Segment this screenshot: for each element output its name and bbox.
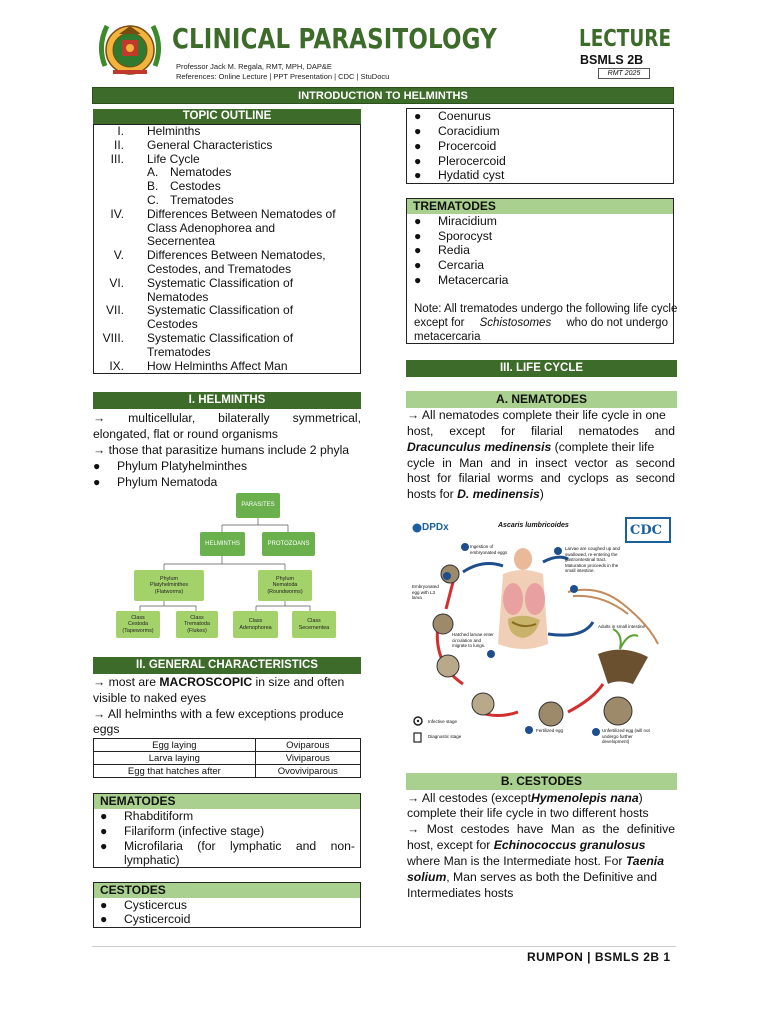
eggs-line-cont: eggs <box>93 722 120 736</box>
table-cell: Viviparous <box>255 752 360 765</box>
node-line: Cestoda <box>127 621 149 628</box>
outline-num: VI. <box>109 275 124 290</box>
schistosomes-italic: Schistosomes <box>479 317 552 329</box>
outline-item-cont: Class Adenophorea and <box>147 220 276 235</box>
node-line: (Flatworms) <box>154 588 184 595</box>
outline-sub-num: B. <box>147 179 159 194</box>
outline-item: Trematodes <box>170 193 234 207</box>
text: ) <box>539 487 544 501</box>
list-text: Cysticercus <box>124 898 187 912</box>
outline-num: IX. <box>109 358 124 373</box>
macroscopic-line <box>93 675 368 691</box>
text: where Man is the Intermediate host. For <box>407 854 626 868</box>
trematodes-note-cont <box>414 316 668 330</box>
stage-legend-icons <box>412 716 424 744</box>
outline-item: Systematic Classification of <box>147 303 294 318</box>
list-text: Sporocyst <box>438 229 493 243</box>
outline-item-cont: Secernentea <box>147 234 216 249</box>
phylum-nematoda: Phylum Nematoda <box>117 475 218 489</box>
nematodes-line <box>407 487 675 503</box>
d-medinensis-italic: D. medinensis <box>457 487 540 501</box>
outline-sub-num: A. <box>147 165 159 180</box>
outline-item: How Helminths Affect Man <box>147 358 288 373</box>
outline-item-cont: Cestodes <box>147 317 198 332</box>
label-embryonated-egg: Embryonated egg with L3 larva <box>412 584 439 600</box>
references-line: References: Online Lecture | PPT Presentation | CDC | StuDocu <box>176 72 390 81</box>
node-line: Class <box>131 614 145 621</box>
list-text: Cysticercoid <box>124 912 191 926</box>
nematodes-line: → All nematodes complete their life cycle in one <box>407 408 666 422</box>
list-text: Hydatid cyst <box>438 168 505 182</box>
outline-item: Differences Between Nematodes, <box>147 248 326 263</box>
table-row <box>94 765 361 778</box>
outline-item: Differences Between Nematodes of <box>147 206 336 221</box>
table-cell: Egg that hatches after <box>94 765 256 778</box>
outline-num: V. <box>113 248 124 263</box>
node-platyhelminthes <box>134 570 204 601</box>
trematodes-note: Note: All trematodes undergo the following life cycle <box>414 303 678 315</box>
cdc-logo: CDC <box>630 523 662 538</box>
echinococcus-italic: Echinococcus granulosus <box>493 838 646 852</box>
label-larvae-coughed: Larvae are coughed up and swallowed, re-entering the gastrointestinal tract. Maturation proceeds in the small intestine. <box>565 546 621 573</box>
list-text: Coracidium <box>438 124 500 138</box>
life-cycle-illustration <box>408 514 676 750</box>
topic-outline-box <box>93 124 361 374</box>
nematodes-line: cycle in Man and in insect vector as second <box>407 456 675 470</box>
outline-item: Systematic Classification of <box>147 275 294 290</box>
table-cell: Egg laying <box>94 739 256 752</box>
helminths-paragraph-cont: elongated, flat or round organisms <box>93 427 278 441</box>
text: → most are <box>93 675 160 689</box>
node-line: Adenophorea <box>239 624 272 631</box>
table-row <box>94 739 361 752</box>
node-class-secernentea <box>292 611 336 638</box>
macroscopic-bold: MACROSCOPIC <box>159 675 253 689</box>
list-text: Rhabditiform <box>124 809 194 823</box>
node-nematoda <box>258 570 312 601</box>
outline-item: Systematic Classification of <box>147 331 294 345</box>
table-cell: Oviparous <box>255 739 360 752</box>
university-seal-logo <box>95 16 165 80</box>
node-class-trematoda <box>176 611 218 638</box>
topic-outline-title: TOPIC OUTLINE <box>93 109 361 124</box>
table-cell: Larva laying <box>94 752 256 765</box>
eggs-line: → All helminths with a few exceptions produce <box>93 707 344 721</box>
list-text: Redia <box>438 243 470 257</box>
figure-species-title: Ascaris lumbricoides <box>498 522 569 529</box>
nematodes-line: host for filarial worms and cyclops as second <box>407 471 675 485</box>
label-unfertilized-egg: Unfertilized egg (will not undergo further development) <box>602 728 650 744</box>
page-title: CLINICAL PARASITOLOGY <box>172 22 497 55</box>
nematodes-subheading: A. NEMATODES <box>406 391 677 408</box>
life-cycle-heading: III. LIFE CYCLE <box>406 360 677 377</box>
helminths-paragraph: → multicellular, bilaterally symmetrical, <box>93 411 361 425</box>
node-line: Secernentea <box>298 624 330 631</box>
intro-banner: INTRODUCTION TO HELMINTHS <box>92 87 674 104</box>
footer-divider <box>92 946 676 947</box>
outline-num: III. <box>110 151 124 166</box>
list-text: Procercoid <box>438 139 497 153</box>
outline-item: Helminths <box>147 124 201 138</box>
text: ) <box>638 791 643 805</box>
outline-item: General Characteristics <box>147 137 273 152</box>
cestodes-line <box>407 838 675 854</box>
egg-table <box>93 738 361 778</box>
node-line: Class <box>307 618 321 624</box>
text: host, except for <box>407 838 494 852</box>
outline-item: Life Cycle <box>147 151 200 166</box>
node-line: (Flukes) <box>187 627 207 634</box>
node-line: Trematoda <box>184 621 210 628</box>
label-ingestion: Ingestion of embryonated eggs <box>470 544 508 555</box>
list-text: Miracidium <box>438 214 497 228</box>
node-class-cestoda <box>116 611 160 638</box>
node-parasites: PARASITES <box>236 493 280 518</box>
label-fertilized-egg: Fertilized egg <box>536 728 564 733</box>
table-cell: Ovoviviparous <box>255 765 360 778</box>
list-text: Cercaria <box>438 258 485 272</box>
rmt-badge: RMT 2025 <box>598 68 650 79</box>
node-protozoans: PROTOZOANS <box>262 532 315 556</box>
helminths-phyla-intro: → those that parasitize humans include 2 phyla <box>93 443 350 457</box>
node-line: Phylum <box>160 575 178 582</box>
ascaris-life-cycle-figure <box>408 514 676 750</box>
hymenolepis-italic: Hymenolepis nana <box>530 791 639 805</box>
text: hosts for <box>407 487 458 501</box>
label-adults: Adults in small intestine <box>598 624 646 629</box>
node-line: Class <box>190 614 204 621</box>
node-line: (Tapeworms) <box>122 627 154 634</box>
cestodes-line: complete their life cycle in two different hosts <box>407 806 649 820</box>
outline-num: VII. <box>105 303 124 318</box>
trematodes-box-title: TREMATODES <box>407 199 673 214</box>
nematodes-line <box>407 440 675 456</box>
trematodes-note-end: metacercaria <box>414 331 481 343</box>
outline-item: Cestodes <box>170 179 221 194</box>
list-text: Coenurus <box>438 109 491 123</box>
list-text: lymphatic) <box>124 853 180 867</box>
cestodes-box-title: CESTODES <box>94 883 360 898</box>
cestodes-subheading: B. CESTODES <box>406 773 677 790</box>
outline-item-cont: Nematodes <box>147 289 209 304</box>
nematodes-line: host, except for filarial nematodes and <box>407 424 675 438</box>
label-diagnostic-stage: Diagnostic stage <box>428 734 462 739</box>
general-characteristics-heading: II. GENERAL CHARACTERISTICS <box>93 657 361 674</box>
dracunculus-italic: Dracunculus medinensis <box>407 440 552 454</box>
text: in size and often <box>252 675 345 689</box>
professor-line: Professor Jack M. Regala, RMT, MPH, DAP&E <box>176 62 332 71</box>
outline-num: I. <box>117 124 124 138</box>
node-class-adenophorea <box>233 611 278 638</box>
outline-num: IV. <box>110 206 124 221</box>
list-text: Metacercaria <box>438 273 509 287</box>
outline-item: Nematodes <box>170 165 232 180</box>
helminths-heading: I. HELMINTHS <box>93 392 361 409</box>
node-line: Nematoda <box>272 582 298 589</box>
node-line: Phylum <box>276 575 294 582</box>
text: (complete their life <box>551 440 655 454</box>
cestodes-line: Intermediates hosts <box>407 886 514 900</box>
outline-num: VIII. <box>102 331 124 345</box>
outline-num: II. <box>113 137 124 152</box>
page-footer: RUMPON | BSMLS 2B 1 <box>527 950 671 964</box>
node-helminths: HELMINTHS <box>200 532 245 556</box>
cestodes-line <box>407 791 675 807</box>
section-label: BSMLS 2B <box>580 53 644 67</box>
list-text: Filariform (infective stage) <box>124 824 265 838</box>
cestodes-line: → Most cestodes have Man as the definitive <box>407 822 675 836</box>
table-row <box>94 752 361 765</box>
node-line: Platyhelminthes <box>149 582 189 589</box>
node-line: Class <box>248 618 263 624</box>
outline-item-cont: Cestodes, and Trematodes <box>147 262 292 276</box>
node-line: (Roundworms) <box>267 588 303 595</box>
text: → All cestodes (except <box>407 791 531 805</box>
nematodes-box-title: NEMATODES <box>94 794 360 809</box>
list-text: Microfilaria (for lymphatic and non- <box>124 839 355 853</box>
outline-sub-num: C. <box>147 193 159 207</box>
list-text: Plerocercoid <box>438 154 506 168</box>
outline-item-cont: Trematodes <box>147 344 211 359</box>
text: except for <box>414 317 465 329</box>
solium-italic: solium <box>407 870 447 884</box>
cestodes-line <box>407 870 675 886</box>
label-infective-stage: Infective stage <box>428 719 458 724</box>
taenia-italic: Taenia <box>625 854 664 868</box>
macroscopic-line-cont: visible to naked eyes <box>93 691 207 705</box>
cestodes-line <box>407 854 675 870</box>
lecture-label: LECTURE <box>579 26 672 52</box>
dpdx-logo: DPDx <box>422 522 449 533</box>
label-hatched-larvae: Hatched larvae enter circulation and migrate to lungs. <box>452 632 494 648</box>
text: , Man serves as both the Definitive and <box>446 870 657 884</box>
phylum-platyhelminthes: Phylum Platyhelminthes <box>117 459 248 473</box>
text: who do not undergo <box>566 317 668 329</box>
